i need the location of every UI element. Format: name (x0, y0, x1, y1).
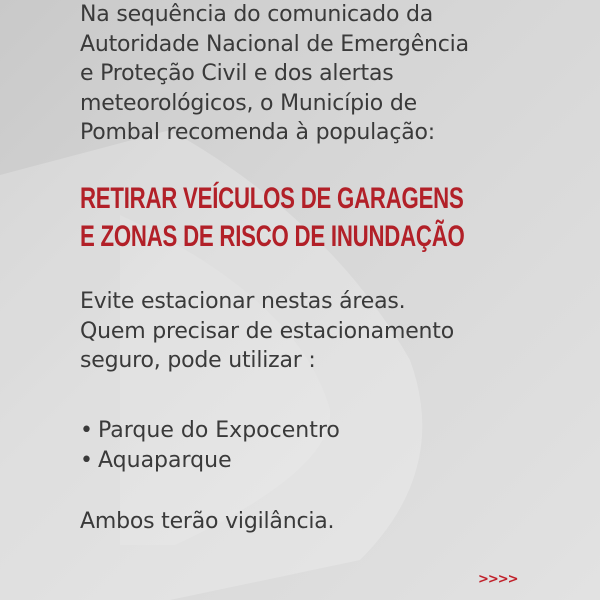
headline-line: E ZONAS DE RISCO DE INUNDAÇÃO (80, 220, 465, 253)
place-name: Aquaparque (98, 448, 232, 473)
list-item (80, 416, 340, 446)
next-slide-arrows[interactable]: >>>> (478, 572, 518, 587)
intro-line: Na sequência do comunicado da (80, 2, 434, 27)
advice-line: Evite estacionar nestas áreas. (80, 289, 406, 314)
parking-places-list (80, 416, 340, 476)
bullet-icon: • (80, 418, 93, 443)
advice-paragraph (80, 287, 580, 376)
place-name: Parque do Expocentro (98, 418, 340, 443)
headline-line: RETIRAR VEÍCULOS DE GARAGENS (80, 182, 464, 215)
intro-line: e Proteção Civil e dos alertas (80, 61, 394, 86)
headline (80, 180, 465, 256)
intro-line: meteorológicos, o Município de (80, 90, 417, 116)
intro-line: Autoridade Nacional de Emergência (80, 31, 469, 57)
closing-note: Ambos terão vigilância. (80, 509, 335, 534)
intro-paragraph (80, 0, 580, 148)
advice-line: seguro, pode utilizar : (80, 348, 316, 373)
intro-line: Pombal recomenda à população: (80, 120, 435, 145)
bullet-icon: • (80, 448, 93, 473)
list-item (80, 446, 340, 476)
advice-line: Quem precisar de estacionamento (80, 318, 454, 344)
